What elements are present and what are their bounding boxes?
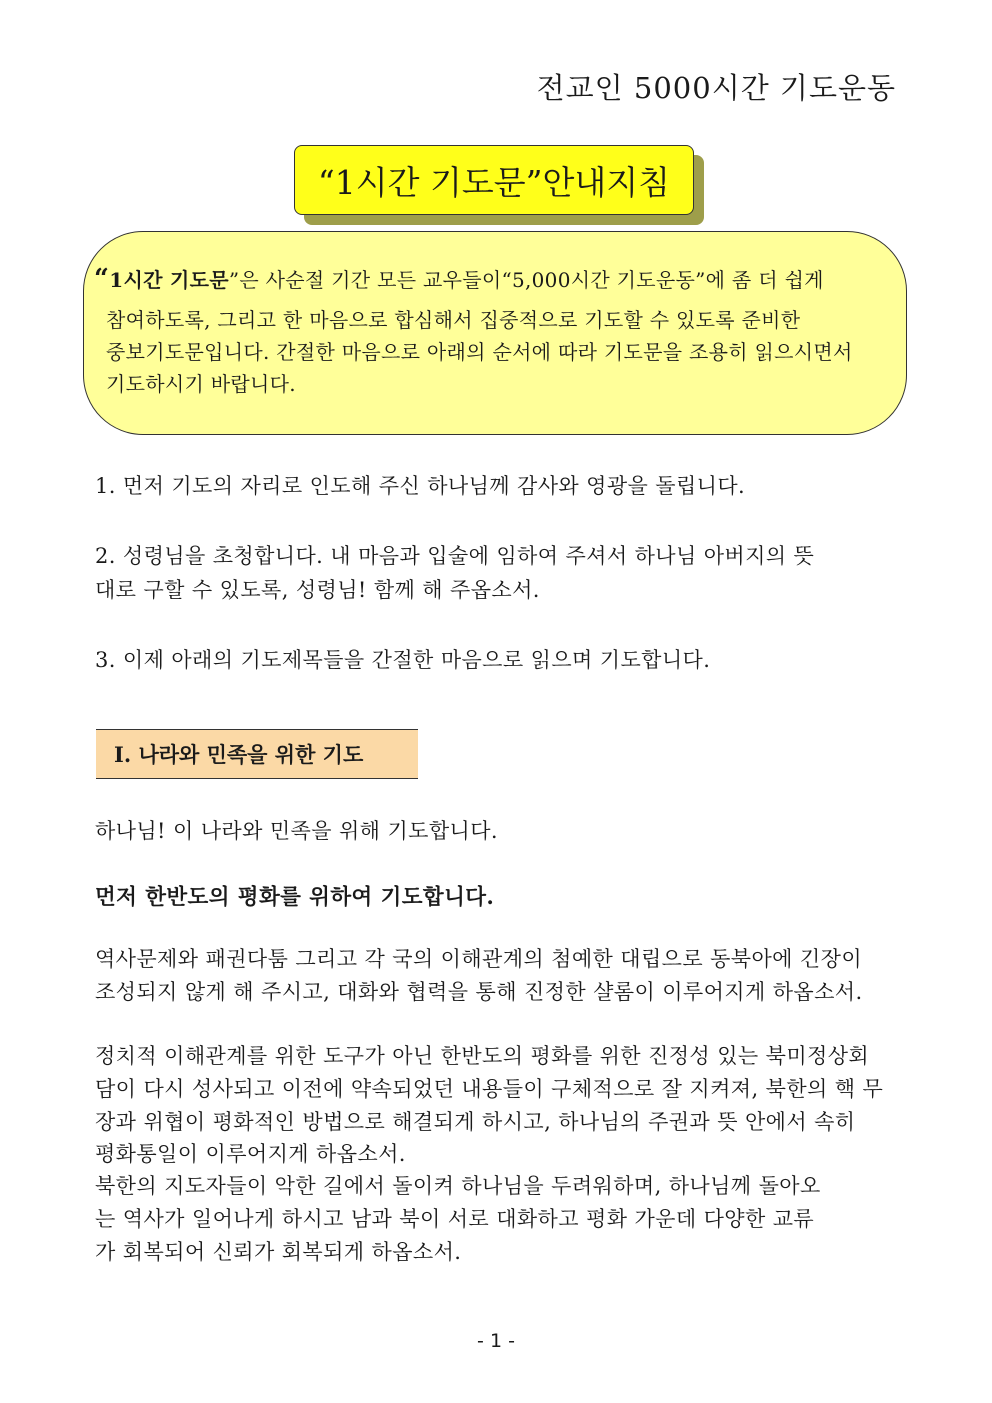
intro-line-1 bbox=[94, 264, 824, 294]
intro-line-2: 참여하도록, 그리고 한 마음으로 합심해서 집중적으로 기도할 수 있도록 준비한 bbox=[106, 308, 801, 332]
step-1: 1. 먼저 기도의 자리로 인도해 주신 하나님께 감사와 영광을 돌립니다. bbox=[95, 474, 746, 498]
intro-bold-title: 1시간 기도문 bbox=[109, 268, 229, 292]
intro-open-quote: “ bbox=[94, 264, 110, 294]
paragraph-1-line-2: 조성되지 않게 해 주시고, 대화와 협력을 통해 진정한 샬롬이 이루어지게 하옵소서. bbox=[95, 980, 863, 1004]
intro-line-1-rest: ”은 사순절 기간 모든 교우들이“5,000시간 기도운동”에 좀 더 쉽게 bbox=[228, 268, 824, 292]
paragraph-3-line-1: 북한의 지도자들이 악한 길에서 돌이켜 하나님을 두려워하며, 하나님께 돌아오 bbox=[95, 1174, 821, 1198]
title-callout-text: “1시간 기도문”안내지침 bbox=[294, 145, 694, 215]
step-2-line-1: 2. 성령님을 초청합니다. 내 마음과 입술에 임하여 주셔서 하나님 아버지의 뜻 bbox=[95, 544, 815, 568]
step-3: 3. 이제 아래의 기도제목들을 간절한 마음으로 읽으며 기도합니다. bbox=[95, 648, 711, 672]
section-subheading: 먼저 한반도의 평화를 위하여 기도합니다. bbox=[95, 885, 495, 910]
section-heading: Ⅰ. 나라와 민족을 위한 기도 bbox=[96, 729, 418, 779]
paragraph-2-line-1: 정치적 이해관계를 위한 도구가 아닌 한반도의 평화를 위한 진정성 있는 북미정상회 bbox=[95, 1044, 870, 1068]
paragraph-2-line-3: 장과 위협이 평화적인 방법으로 해결되게 하시고, 하나님의 주권과 뜻 안에서 속히 bbox=[95, 1110, 856, 1134]
paragraph-2-line-4: 평화통일이 이루어지게 하옵소서. bbox=[95, 1142, 406, 1166]
paragraph-3-line-2: 는 역사가 일어나게 하시고 남과 북이 서로 대화하고 평화 가운데 다양한 교류 bbox=[95, 1207, 815, 1231]
intro-line-3: 중보기도문입니다. 간절한 마음으로 아래의 순서에 따라 기도문을 조용히 읽으시면서 bbox=[106, 340, 853, 364]
paragraph-1-line-1: 역사문제와 패권다툼 그리고 각 국의 이해관계의 첨예한 대립으로 동북아에 긴장이 bbox=[95, 947, 862, 971]
section-intro: 하나님! 이 나라와 민족을 위해 기도합니다. bbox=[95, 819, 498, 843]
step-2-line-2: 대로 구할 수 있도록, 성령님! 함께 해 주옵소서. bbox=[95, 578, 540, 602]
document-header-title: 전교인 5000시간 기도운동 bbox=[536, 71, 896, 105]
paragraph-2-line-2: 담이 다시 성사되고 이전에 약속되었던 내용들이 구체적으로 잘 지켜져, 북한의 핵 무 bbox=[95, 1077, 884, 1101]
title-callout bbox=[294, 145, 694, 215]
paragraph-3-line-3: 가 회복되어 신뢰가 회복되게 하옵소서. bbox=[95, 1240, 462, 1264]
intro-callout-box bbox=[83, 231, 907, 435]
page-number: - 1 - bbox=[477, 1330, 515, 1352]
intro-line-4: 기도하시기 바랍니다. bbox=[106, 372, 296, 396]
